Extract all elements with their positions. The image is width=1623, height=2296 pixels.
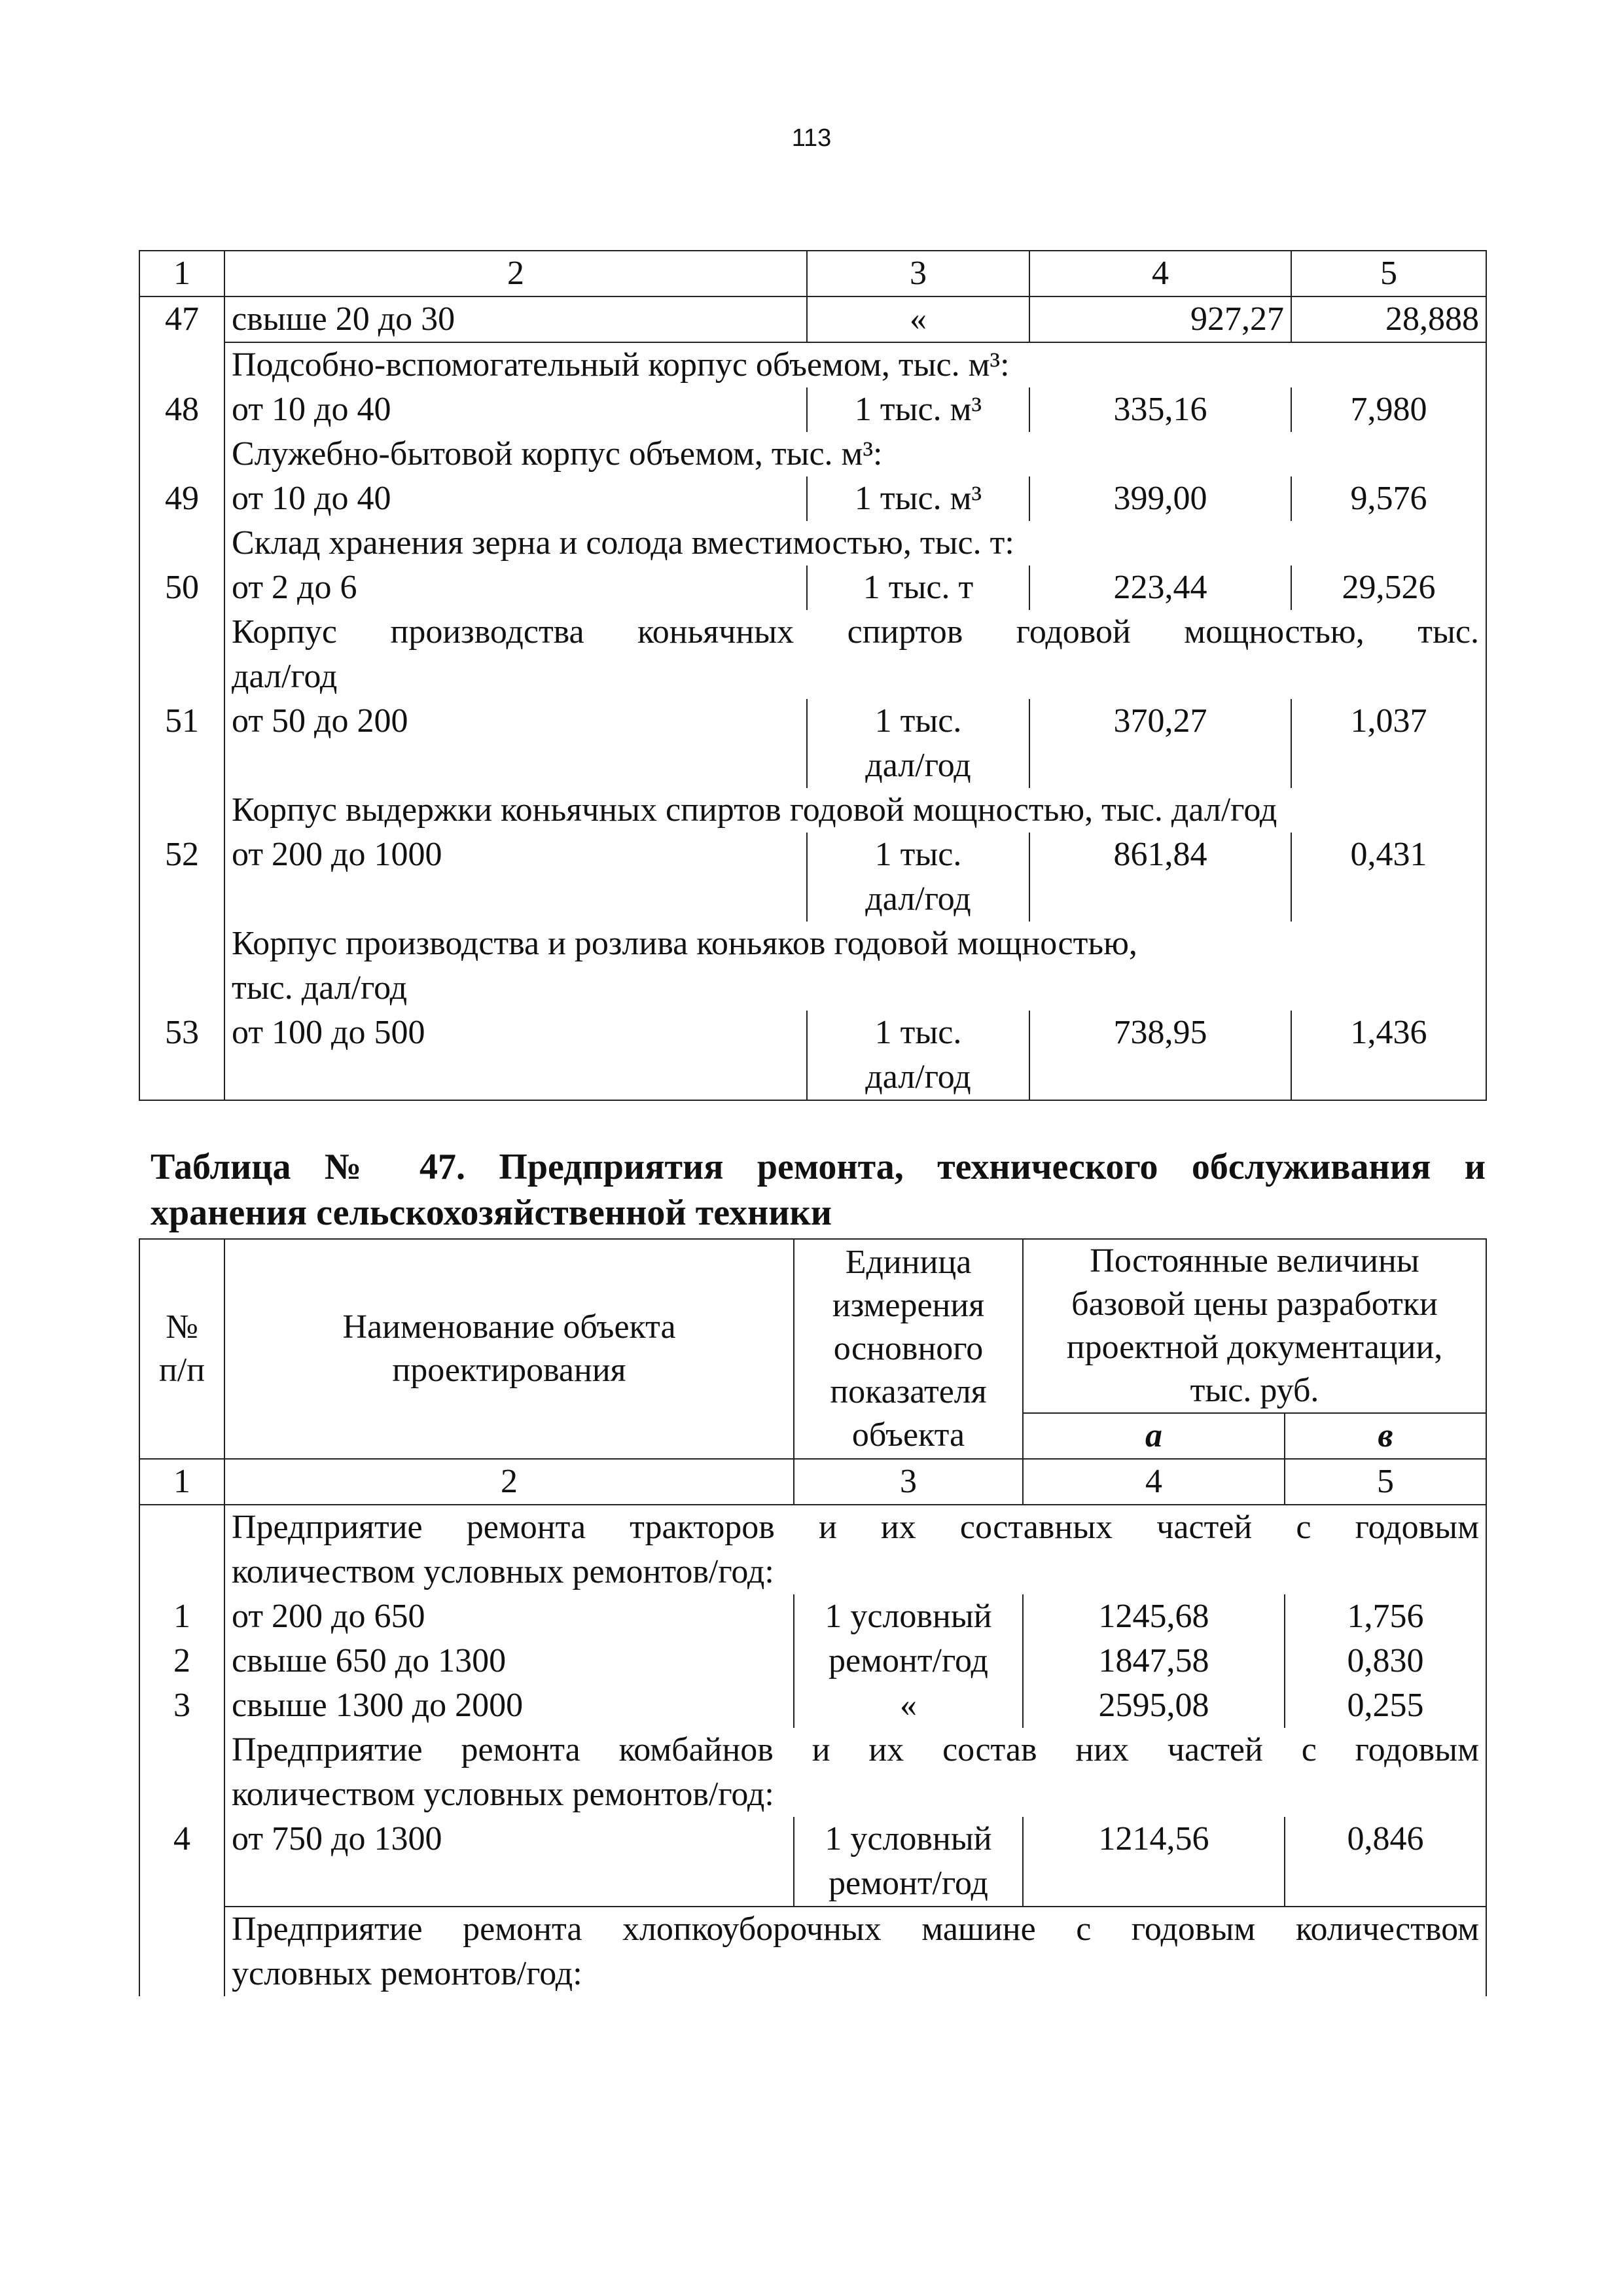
table-row: 50 от 2 до 6 1 тыс. т 223,44 29,526 [139, 565, 1486, 610]
header-num: № п/п [139, 1239, 224, 1459]
table-row: 1 от 200 до 650 1 условный 1245,68 1,756 [139, 1594, 1486, 1639]
group-title-row: Предприятие ремонта тракторов и их составных частей с годовым количеством условных ремонтов/год: [139, 1505, 1486, 1594]
group-title-row: Предприятие ремонта хлопкоуборочных машине с годовым количеством условных ремонтов/год: [139, 1907, 1486, 1996]
table-caption: Таблица № 47. Предприятия ремонта, технического обслуживания и хранения сельскохозяйственной техники [151, 1147, 1486, 1233]
group-title-row: Подсобно-вспомогательный корпус объемом, тыс. м³: [139, 342, 1486, 387]
header-unit: Единица измерения основного показателя объекта [794, 1239, 1023, 1459]
group-title-row: Склад хранения зерна и солода вместимостью, тыс. т: [139, 521, 1486, 565]
header-constants: Постоянные величины базовой цены разработки проектной документации, тыс. руб. [1023, 1239, 1486, 1413]
group-title-row: Корпус выдержки коньячных спиртов годовой мощностью, тыс. дал/год [139, 788, 1486, 833]
header-name: Наименование объекта проектирования [224, 1239, 794, 1459]
table-47 [139, 1238, 1487, 1996]
group-title-row: Служебно-бытовой корпус объемом, тыс. м³: [139, 432, 1486, 476]
page-number: 113 [791, 124, 832, 152]
group-title-row: Корпус производства и розлива коньяков годовой мощностью, тыс. дал/год [139, 922, 1486, 1011]
table-row: 52 от 200 до 1000 1 тыс. дал/год 861,84 0,431 [139, 833, 1486, 922]
table-row: 47 свыше 20 до 30 « 927,27 28,888 [139, 296, 1486, 342]
continued-table [139, 250, 1487, 1101]
table-row: 51 от 50 до 200 1 тыс. дал/год 370,27 1,037 [139, 699, 1486, 788]
table-row: 49 от 10 до 40 1 тыс. м³ 399,00 9,576 [139, 476, 1486, 521]
header-a: а [1023, 1413, 1285, 1459]
table-row: 3 свыше 1300 до 2000 « 2595,08 0,255 [139, 1683, 1486, 1728]
table-row: 2 свыше 650 до 1300 ремонт/год 1847,58 0,830 [139, 1639, 1486, 1683]
group-title-row: Корпус производства коньячных спиртов годовой мощностью, тыс. дал/год [139, 610, 1486, 699]
table-row: 53 от 100 до 500 1 тыс. дал/год 738,95 1,436 [139, 1011, 1486, 1100]
column-number-row: 1 2 3 4 5 [139, 251, 1486, 296]
table-header-row [139, 1239, 1486, 1413]
header-b: в [1285, 1413, 1486, 1459]
table-row: 4 от 750 до 1300 1 условный ремонт/год 1214,56 0,846 [139, 1817, 1486, 1907]
group-title-row: Предприятие ремонта комбайнов и их состав них частей с годовым количеством условных ремонтов/год: [139, 1728, 1486, 1817]
table-row: 48 от 10 до 40 1 тыс. м³ 335,16 7,980 [139, 387, 1486, 432]
column-number-row: 1 2 3 4 5 [139, 1459, 1486, 1505]
